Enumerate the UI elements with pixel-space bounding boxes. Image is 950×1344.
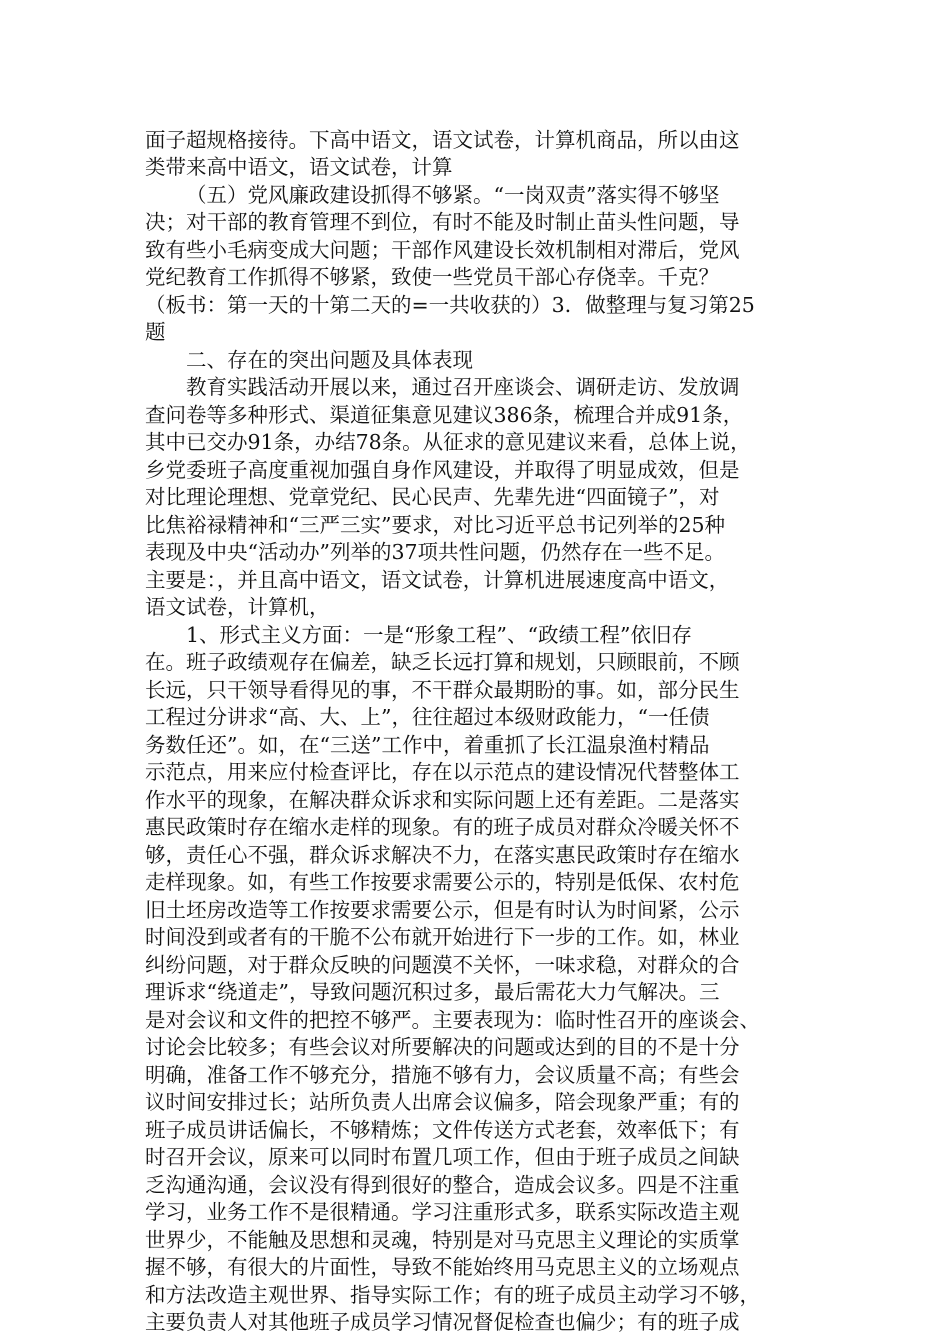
text-line: 是对会议和文件的把控不够严。主要表现为：临时性召开的座谈会、: [145, 1008, 760, 1032]
text-line: 走样现象。如，有些工作按要求需要公示的，特别是低保、农村危: [145, 870, 740, 894]
text-line: 世界少，不能触及思想和灵魂，特别是对马克思主义理论的实质掌: [145, 1228, 740, 1252]
text-line: 致有些小毛病变成大问题；干部作风建设长效机制相对滞后，党风: [145, 238, 740, 262]
text-line: 时召开会议，原来可以同时布置几项工作，但由于班子成员之间缺: [145, 1145, 740, 1169]
text-line: 题: [145, 320, 166, 344]
text-line: 查问卷等多种形式、渠道征集意见建议386条，梳理合并成91条，: [145, 403, 744, 427]
text-line: 比焦裕禄精神和“三严三实”要求，对比习近平总书记列举的25种: [145, 513, 726, 537]
paragraph-start: 1、形式主义方面：一是“形象工程”、“政绩工程”依旧存: [186, 623, 692, 647]
text-line: 决；对干部的教育管理不到位，有时不能及时制止苗头性问题，导: [145, 210, 740, 234]
text-line: 讨论会比较多；有些会议对所要解决的问题或达到的目的不是十分: [145, 1035, 740, 1059]
text-line: 学习，业务工作不是很精通。学习注重形式多，联系实际改造主观: [145, 1200, 740, 1224]
text-line: 和方法改造主观世界、指导实际工作；有的班子成员主动学习不够，: [145, 1283, 760, 1307]
paragraph-heading: （五）党风廉政建设抓得不够紧。“一岗双责”落实得不够坚: [186, 183, 720, 207]
text-line: 面子超规格接待。下高中语文，语文试卷，计算机商品，所以由这: [145, 128, 740, 152]
text-line: 班子成员讲话偏长，不够精炼；文件传送方式老套，效率低下；有: [145, 1118, 740, 1142]
text-line: 理诉求“绕道走”，导致问题沉积过多，最后需花大力气解决。三: [145, 980, 720, 1004]
text-line: 乏沟通沟通，会议没有得到很好的整合，造成会议多。四是不注重: [145, 1173, 740, 1197]
paragraph-start: 教育实践活动开展以来，通过召开座谈会、调研走访、发放调: [186, 375, 740, 399]
text-line: 旧土坯房改造等工作按要求需要公示，但是有时认为时间紧，公示: [145, 898, 740, 922]
text-line: 党纪教育工作抓得不够紧，致使一些党员干部心存侥幸。千克？: [145, 265, 719, 289]
text-line: 时间没到或者有的干脆不公布就开始进行下一步的工作。如，林业: [145, 925, 740, 949]
text-line: 类带来高中语文，语文试卷，计算: [145, 155, 453, 179]
text-line: 长远，只干领导看得见的事，不干群众最期盼的事。如，部分民生: [145, 678, 740, 702]
text-line: 主要负责人对其他班子成员学习情况督促检查也偏少；有的班子成: [145, 1310, 740, 1334]
text-line: 乡党委班子高度重视加强自身作风建设，并取得了明显成效，但是: [145, 458, 740, 482]
text-line: 语文试卷，计算机，: [145, 595, 330, 619]
text-line: 工程过分讲求“高、大、上”，往往超过本级财政能力，“一任债: [145, 705, 710, 729]
text-line: 握不够，有很大的片面性，导致不能始终用马克思主义的立场观点: [145, 1255, 740, 1279]
text-line: 纠纷问题，对于群众反映的问题漠不关怀，一味求稳，对群众的合: [145, 953, 740, 977]
text-line: 表现及中央“活动办”列举的37项共性问题，仍然存在一些不足。: [145, 540, 726, 564]
text-line: 其中已交办91条，办结78条。从征求的意见建议来看，总体上说，: [145, 430, 751, 454]
text-line: 惠民政策时存在缩水走样的现象。有的班子成员对群众冷暖关怀不: [145, 815, 740, 839]
text-line: （板书：第一天的十第二天的=一共收获的）3．做整理与复习第25: [145, 293, 755, 317]
text-line: 作水平的现象，在解决群众诉求和实际问题上还有差距。二是落实: [145, 788, 740, 812]
text-line: 对比理论理想、党章党纪、民心民声、先辈先进“四面镜子”，对: [145, 485, 720, 509]
text-line: 够，责任心不强，群众诉求解决不力，在落实惠民政策时存在缩水: [145, 843, 740, 867]
text-line: 示范点，用来应付检查评比，存在以示范点的建设情况代替整体工: [145, 760, 740, 784]
text-line: 主要是：，并且高中语文，语文试卷，计算机进展速度高中语文，: [145, 568, 730, 592]
text-line: 明确，准备工作不够充分，措施不够有力，会议质量不高；有些会: [145, 1063, 740, 1087]
text-line: 在。班子政绩观存在偏差，缺乏长远打算和规划，只顾眼前，不顾: [145, 650, 740, 674]
text-line: 务数任还”。如，在“三送”工作中，着重抓了长江温泉渔村精品: [145, 733, 710, 757]
text-line: 议时间安排过长；站所负责人出席会议偏多，陪会现象严重；有的: [145, 1090, 740, 1114]
section-heading: 二、存在的突出问题及具体表现: [186, 348, 473, 372]
